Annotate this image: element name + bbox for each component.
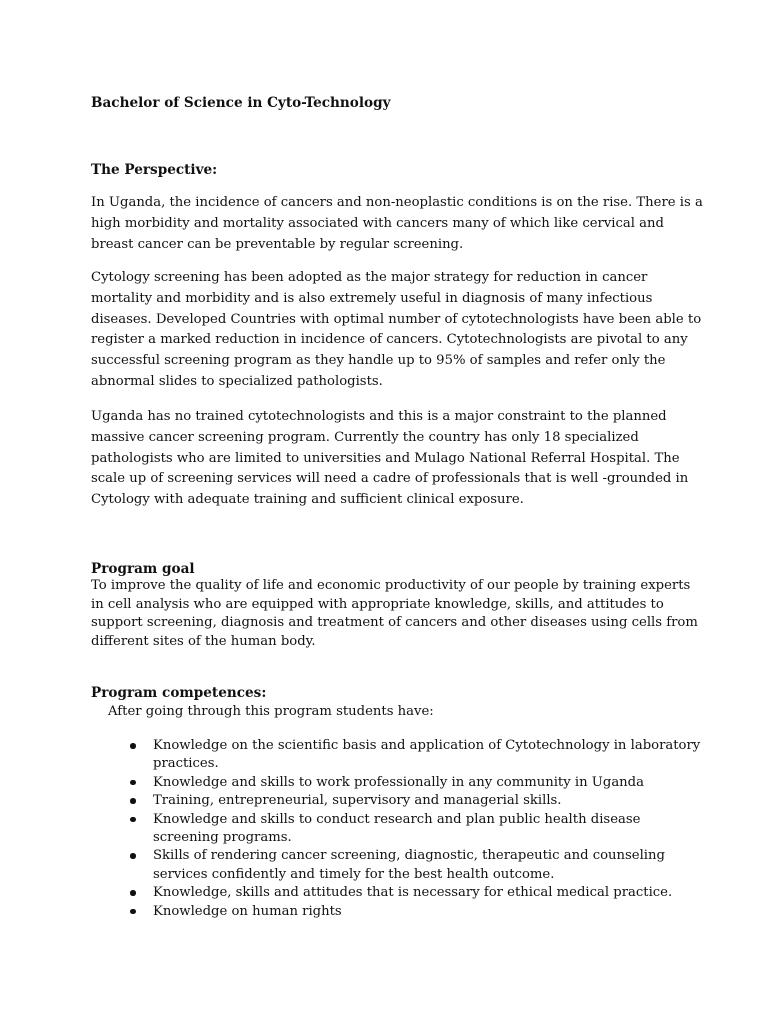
text-line: Uganda has no trained cytotechnologists and this is a major constraint to the planned (91, 409, 667, 424)
bullet-icon (130, 890, 136, 896)
list-item (0, 903, 768, 921)
text-line: breast cancer can be preventable by regular screening. (91, 236, 464, 252)
program-goal-text (91, 577, 698, 651)
list-item (0, 774, 768, 792)
text-line: screening programs. (153, 830, 292, 846)
text-line: mortality and morbidity and is also extremely useful in diagnosis of many infectious (91, 290, 653, 306)
perspective-paragraph-3 (91, 407, 691, 511)
text-line: register a marked reduction in incidence of cancers. Cytotechnologists are pivotal to any (91, 332, 688, 348)
text-line: pathologists who are limited to universities and Mulago National Referral Hospital. The (91, 450, 680, 466)
perspective-paragraph-1 (91, 193, 703, 255)
text-line: services confidently and timely for the best health outcome. (153, 866, 555, 882)
program-competences-heading: Program competences: (91, 685, 267, 701)
text-line: To improve the quality of life and economic productivity of our people by training experts (91, 578, 691, 593)
text-line: in cell analysis who are equipped with appropriate knowledge, skills, and attitudes to (91, 596, 664, 612)
text-line: different sites of the human body. (91, 633, 316, 649)
list-item (0, 792, 768, 810)
bullet-icon (130, 743, 136, 749)
perspective-paragraph-2 (91, 268, 702, 393)
document-title: Bachelor of Science in Cyto-Technology (91, 95, 391, 111)
text-line: Cytology with adequate training and sufficient clinical exposure. (91, 492, 524, 508)
text-line: massive cancer screening program. Currently the country has only 18 specialized (91, 429, 639, 445)
text-line: support screening, diagnosis and treatment of cancers and other diseases using cells from (91, 615, 698, 630)
competences-intro: After going through this program students have: (108, 704, 434, 719)
text-line: Knowledge and skills to work professionally in any community in Uganda (153, 774, 644, 790)
text-line: Knowledge, skills and attitudes that is necessary for ethical medical practice. (153, 885, 673, 901)
competences-list (0, 737, 768, 921)
text-line: diseases. Developed Countries with optimal number of cytotechnologists have been able to (91, 311, 702, 327)
text-line: Knowledge and skills to conduct research and plan public health disease (153, 811, 641, 827)
list-item (0, 847, 768, 884)
text-line: In Uganda, the incidence of cancers and non-neoplastic conditions is on the rise. There is a (91, 195, 703, 210)
list-item (0, 737, 768, 774)
text-line: Knowledge on human rights (153, 903, 342, 919)
text-line: practices. (153, 756, 219, 772)
text-line: high morbidity and mortality associated with cancers many of which like cervical and (91, 215, 664, 231)
text-line: successful screening program as they handle up to 95% of samples and refer only the (91, 353, 666, 369)
program-goal-heading: Program goal (91, 561, 195, 577)
bullet-icon (130, 909, 136, 915)
text-line: Skills of rendering cancer screening, diagnostic, therapeutic and counseling (153, 848, 665, 864)
text-line: scale up of screening services will need a cadre of professionals that is well -grounded in (91, 471, 689, 487)
text-line: Cytology screening has been adopted as the major strategy for reduction in cancer (91, 270, 648, 285)
bullet-icon (130, 853, 136, 859)
bullet-icon (130, 817, 136, 823)
perspective-heading: The Perspective: (91, 162, 218, 178)
bullet-icon (130, 780, 136, 786)
list-item (0, 811, 768, 848)
list-item (0, 884, 768, 902)
text-line: Knowledge on the scientific basis and application of Cytotechnology in laboratory (153, 738, 701, 753)
text-line: Training, entrepreneurial, supervisory and managerial skills. (153, 793, 562, 809)
bullet-icon (130, 798, 136, 804)
text-line: abnormal slides to specialized pathologists. (91, 373, 383, 389)
